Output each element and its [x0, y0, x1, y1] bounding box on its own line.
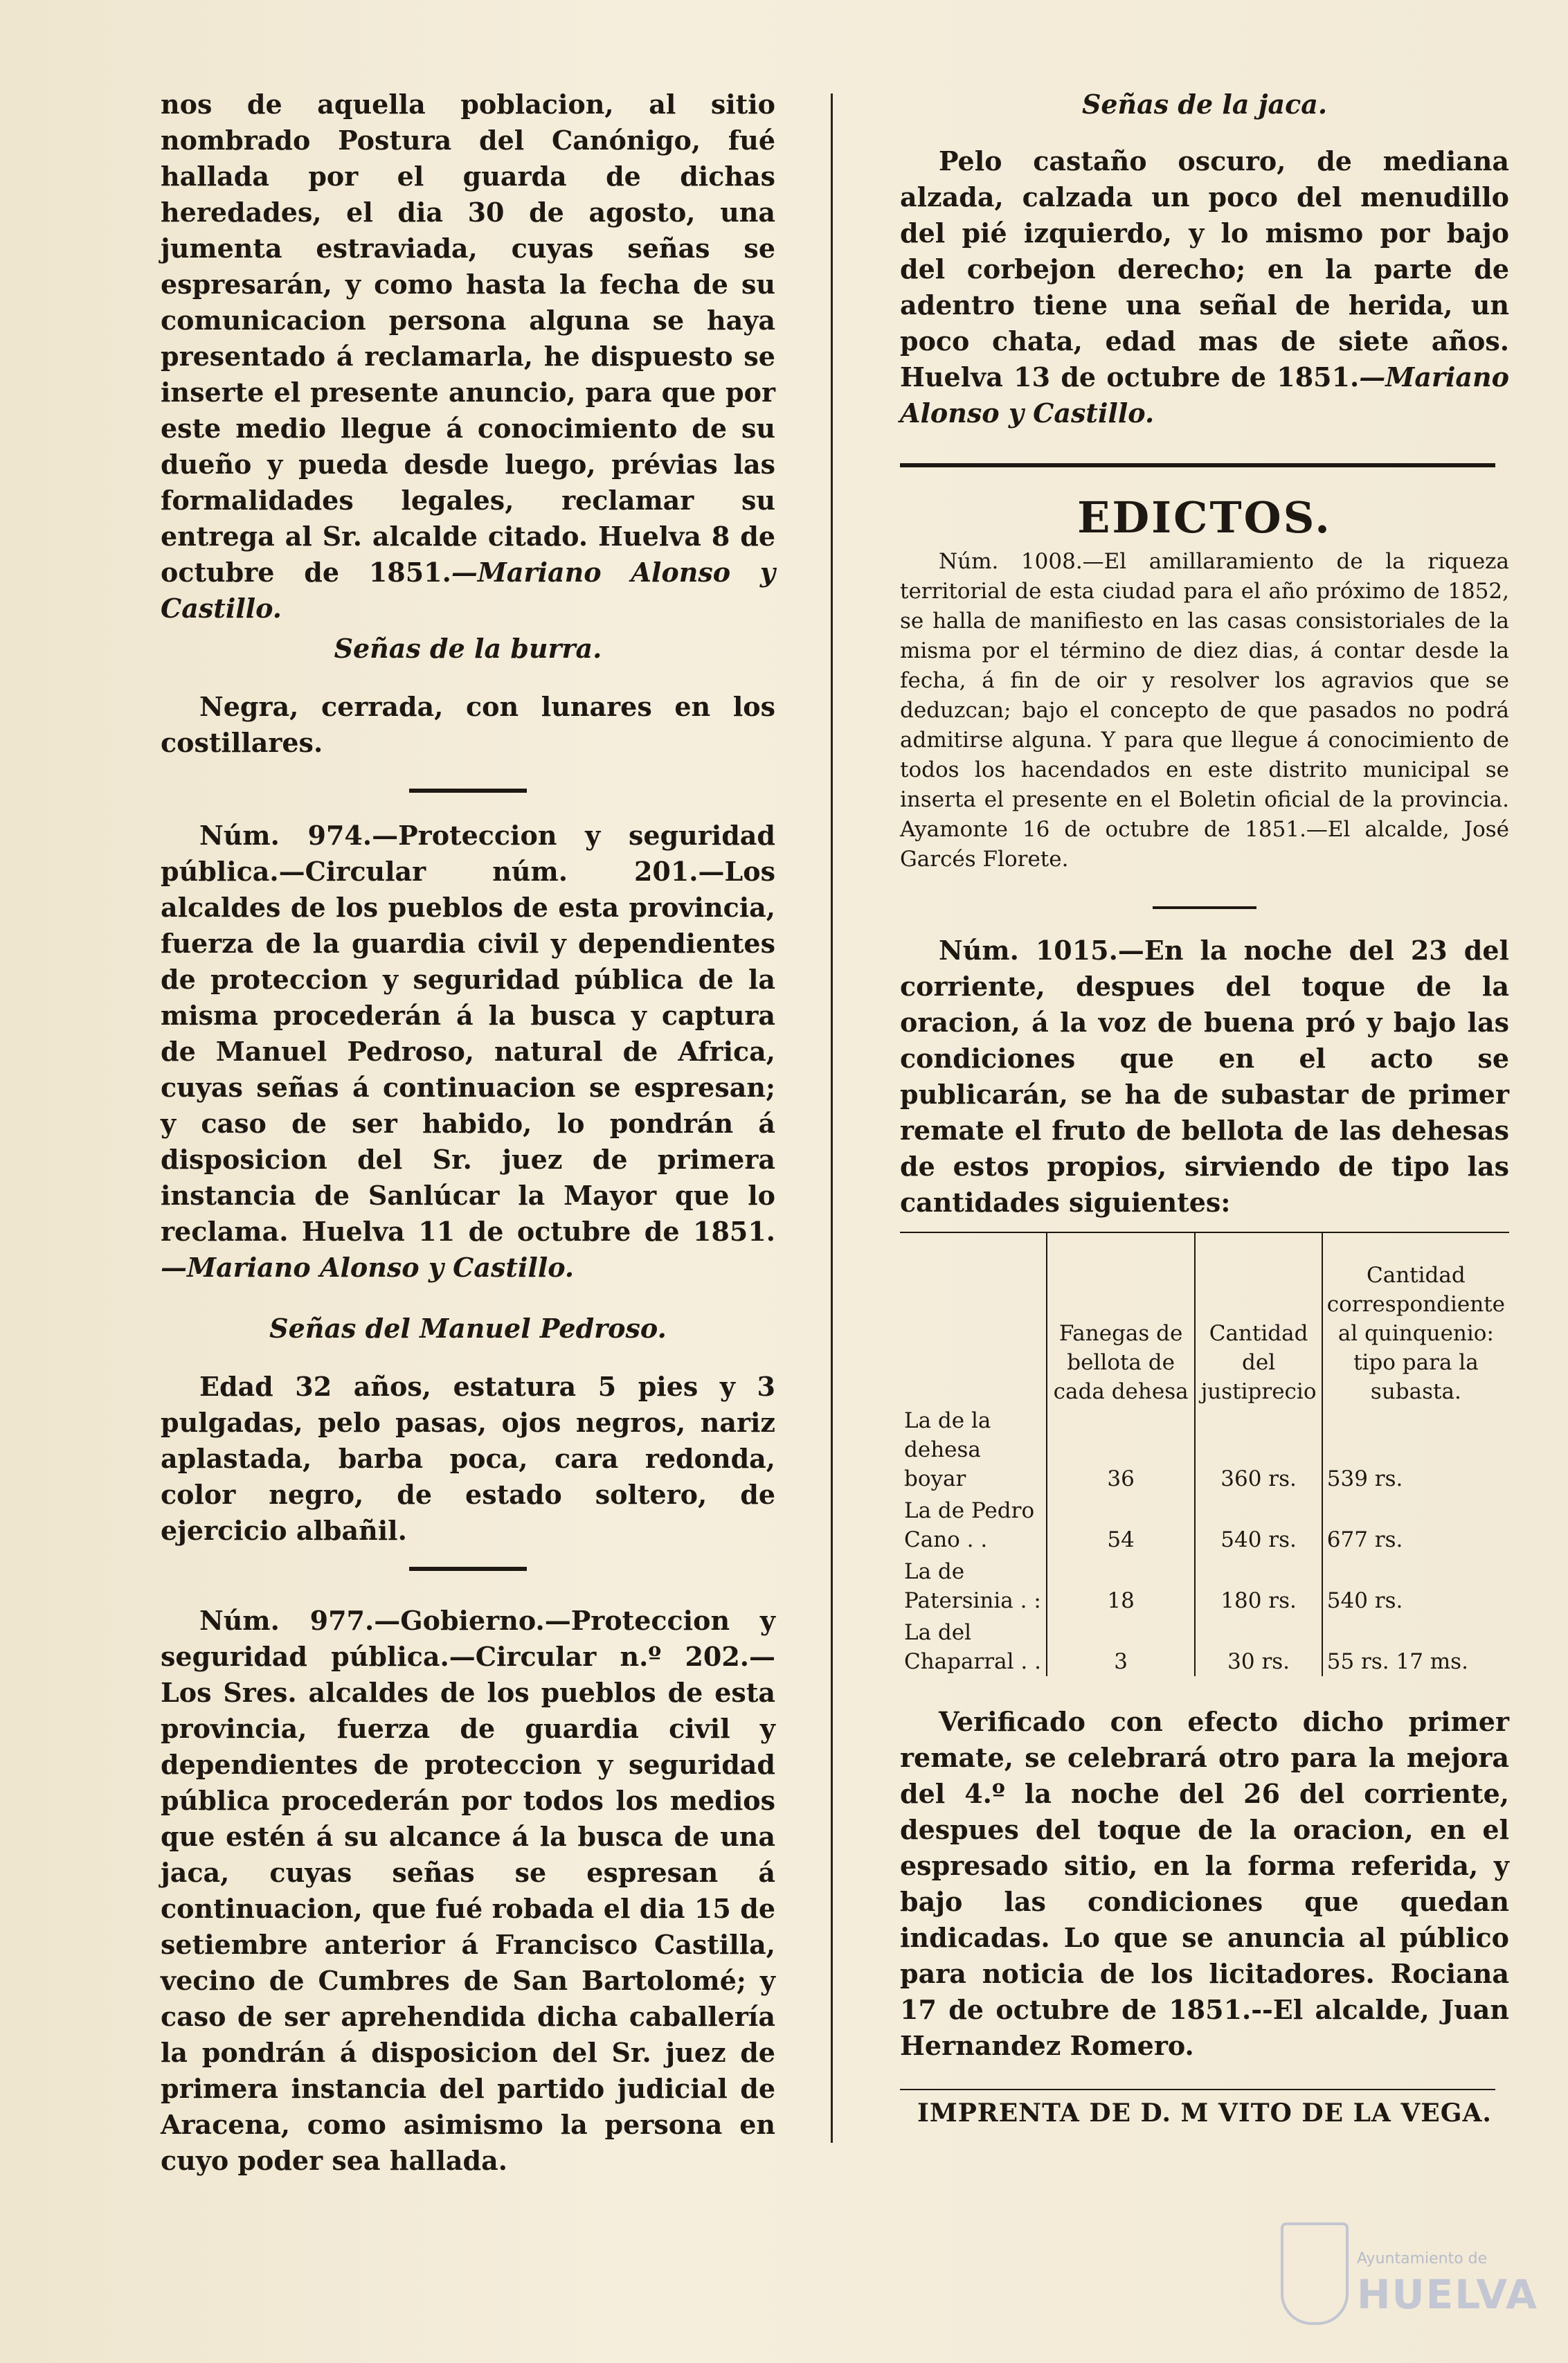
edict-1015-continuation: Verificado con efecto dicho primer remate, se celebrará otro para la mejora del 4.º la noche del 26 del corriente, despues del toque de la oracion, en el espresado sitio, en la forma referida, y bajo las condiciones que quedan indicadas. Lo que se anuncia al público para noticia de los licitadores. Rociana 17 de octubre de 1851.--El alcalde, Juan Hernandez Romero.	[900, 1706, 1509, 2061]
row-tipo: 540 rs.	[1322, 1554, 1509, 1615]
description-burra: Negra, cerrada, con lunares en los costillares.	[161, 691, 775, 758]
table-row	[900, 1615, 1509, 1676]
watermark-line2: HUELVA	[1357, 2271, 1539, 2318]
notice-paragraph: nos de aquella poblacion, al sitio nombrado Postura del Canónigo, fué hallada por el guarda de dichas heredades, el dia 30 de agosto, una jumenta estraviada, cuyas señas se espresarán, y como hasta la fecha de su comunicacion persona alguna se haya presentado á reclamarla, he dispuesto se inserte el presente anuncio, para que por este medio llegue á conocimiento de su dueño y pueda desde luego, prévias las formalidades legales, reclamar su entrega al Sr. alcalde citado. Huelva 8 de octubre de 1851.—Mariano Alonso y Castillo.	[161, 89, 775, 624]
right-column	[900, 87, 1509, 2128]
edict-1008: Núm. 1008.—El amillaramiento de la riqueza territorial de esta ciudad para el año próximo de 1852, se halla de manifiesto en las casas consistoriales de la misma por el término de diez dias, á contar desde la fecha, á fin de oir y resolver los agravios que se deduzcan; bajo el concepto de que pasados no podrá admitirse alguna. Y para que llegue á conocimiento de todos los hacendados en este distrito municipal se inserta el presente en el Boletin oficial de la provincia. Ayamonte 16 de octubre de 1851.—El alcalde, José Garcés Florete.	[900, 549, 1509, 872]
table-header-row	[900, 1233, 1509, 1406]
description-jaca: Pelo castaño oscuro, de mediana alzada, calzada un poco del menudillo del pié izquierdo, y lo mismo por bajo del corbejon derecho; en la parte de adentro tiene una señal de herida, un poco chata, edad mas de siete años. Huelva 13 de octubre de 1851.—Mariano Alonso y Castillo.	[900, 145, 1509, 429]
table-row	[900, 1554, 1509, 1615]
description-pedroso: Edad 32 años, estatura 5 pies y 3 pulgadas, pelo pasas, ojos negros, nariz aplastada, barba poca, cara redonda, color negro, de estado soltero, de ejercicio albañil.	[161, 1371, 775, 1546]
table-header-tipo: Cantidad correspondiente al quinquenio: tipo para la subasta.	[1322, 1233, 1509, 1406]
row-justiprecio: 180 rs.	[1195, 1554, 1322, 1615]
left-column	[161, 87, 775, 2179]
row-name: La de Patersinia . :	[904, 1559, 1041, 1613]
column-divider	[831, 93, 833, 2143]
row-justiprecio: 360 rs.	[1195, 1406, 1322, 1493]
row-name: La del Chaparral . .	[904, 1620, 1041, 1674]
table-row	[900, 1406, 1509, 1493]
subheading-jaca: Señas de la jaca.	[1081, 89, 1328, 120]
section-rule	[409, 1567, 527, 1571]
table-header-fanegas: Fanegas de bellota de cada dehesa	[1047, 1233, 1196, 1406]
table-header-blank	[900, 1233, 1047, 1406]
row-justiprecio: 540 rs.	[1195, 1493, 1322, 1554]
row-tipo: 677 rs.	[1322, 1493, 1509, 1554]
huelva-watermark	[1281, 2216, 1539, 2333]
section-rule	[1153, 906, 1256, 909]
row-tipo: 539 rs.	[1322, 1406, 1509, 1493]
coat-of-arms-icon	[1281, 2222, 1349, 2325]
row-tipo: 55 rs. 17 ms.	[1322, 1615, 1509, 1676]
section-rule	[900, 463, 1495, 467]
notice-974: Núm. 974.—Proteccion y seguridad pública.—Circular núm. 201.—Los alcaldes de los pueblos de esta provincia, fuerza de la guardia civil y dependientes de proteccion y seguridad pública de la misma procederán á la busca y captura de Manuel Pedroso, natural de Africa, cuyas señas á continuacion se espresan; y caso de ser habido, lo pondrán á disposicion del Sr. juez de primera instancia de Sanlúcar la Mayor que lo reclama. Huelva 11 de octubre de 1851.—Mariano Alonso y Castillo.	[161, 820, 775, 1283]
printer-imprint: IMPRENTA DE D. M VITO DE LA VEGA.	[917, 2099, 1492, 2128]
row-fanegas: 36	[1047, 1406, 1196, 1493]
row-fanegas: 18	[1047, 1554, 1196, 1615]
watermark-line1: Ayuntamiento de	[1357, 2250, 1488, 2267]
edict-1015: Núm. 1015.—En la noche del 23 del corriente, despues del toque de la oracion, á la voz de buena pró y bajo las condiciones que en el acto se publicarán, se ha de subastar de primer remate el fruto de bellota de las dehesas de estos propios, sirviendo de tipo las cantidades siguientes:	[900, 935, 1509, 1218]
table-header-justiprecio: Cantidad del justiprecio	[1195, 1233, 1322, 1406]
notice-977: Núm. 977.—Gobierno.—Proteccion y seguridad pública.—Circular n.º 202.—Los Sres. alcaldes de los pueblos de esta provincia, fuerza de guardia civil y dependientes de proteccion y seguridad pública procederán por todos los medios que estén á su alcance á la busca de una jaca, cuyas señas se espresan á continuacion, que fué robada el dia 15 de setiembre anterior á Francisco Castilla, vecino de Cumbres de San Bartolomé; y caso de ser aprehendida dicha caballería la pondrán á disposicion del Sr. juez de primera instancia del partido judicial de Aracena, como asimismo la persona en cuyo poder sea hallada.	[161, 1605, 775, 2176]
footer-rule	[900, 2089, 1495, 2090]
row-fanegas: 3	[1047, 1615, 1196, 1676]
row-name: La de la dehesa boyar	[904, 1408, 991, 1491]
edictos-heading: EDICTOS.	[1077, 492, 1332, 543]
table-row	[900, 1493, 1509, 1554]
subheading-burra: Señas de la burra.	[334, 633, 602, 664]
subheading-pedroso: Señas del Manuel Pedroso.	[269, 1313, 667, 1344]
row-justiprecio: 30 rs.	[1195, 1615, 1322, 1676]
section-rule	[409, 789, 527, 793]
row-name: La de Pedro Cano . .	[904, 1498, 1035, 1552]
row-fanegas: 54	[1047, 1493, 1196, 1554]
bellota-table	[900, 1233, 1509, 1676]
